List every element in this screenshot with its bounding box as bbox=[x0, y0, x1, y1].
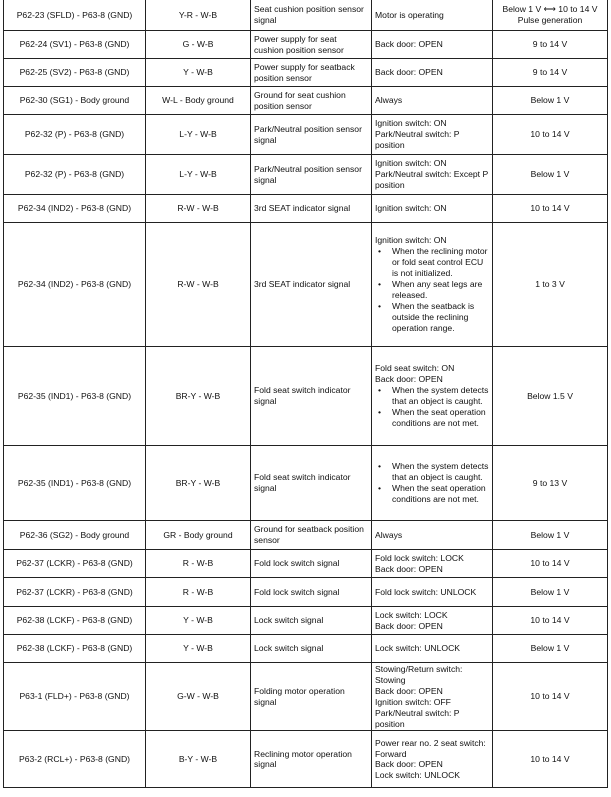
terminal-no-cell: P63-2 (RCL+) - P63-8 (GND) bbox=[4, 731, 146, 788]
condition-cell bbox=[372, 731, 493, 788]
wire-color-cell: R-W - W-B bbox=[146, 223, 251, 347]
condition-bullet-item: • When the seat operation conditions are not met. bbox=[392, 483, 489, 505]
terminal-no-cell: P62-30 (SG1) - Body ground bbox=[4, 87, 146, 115]
terminal-no-cell: P62-32 (P) - P63-8 (GND) bbox=[4, 115, 146, 155]
table-row bbox=[4, 446, 608, 521]
terminal-no-cell: P62-32 (P) - P63-8 (GND) bbox=[4, 155, 146, 195]
terminal-description-cell: Power supply for seatback position sensor bbox=[251, 59, 372, 87]
terminal-no-cell: P62-36 (SG2) - Body ground bbox=[4, 521, 146, 550]
specified-condition-cell: Below 1 V bbox=[493, 87, 608, 115]
specified-condition-cell: 10 to 14 V bbox=[493, 195, 608, 223]
condition-bullet-item: • When the system detects that an object is caught. bbox=[392, 461, 489, 483]
terminal-description-cell: Lock switch signal bbox=[251, 607, 372, 635]
condition-line: Ignition switch: ON bbox=[375, 235, 447, 246]
table-row bbox=[4, 0, 608, 31]
specified-condition-cell: Below 1.5 V bbox=[493, 347, 608, 446]
table-row bbox=[4, 31, 608, 59]
terminal-no-cell: P63-1 (FLD+) - P63-8 (GND) bbox=[4, 663, 146, 731]
table-row bbox=[4, 87, 608, 115]
condition-line: Always bbox=[375, 95, 403, 106]
terminal-description-cell: Ground for seatback position sensor bbox=[251, 521, 372, 550]
table-row bbox=[4, 115, 608, 155]
table-row bbox=[4, 347, 608, 446]
terminal-description-cell: Park/Neutral position sensor signal bbox=[251, 115, 372, 155]
condition-line: Park/Neutral switch: P position bbox=[375, 707, 460, 729]
terminal-description-cell: Fold lock switch signal bbox=[251, 578, 372, 607]
terminal-description-cell: Folding motor operation signal bbox=[251, 663, 372, 731]
table-row bbox=[4, 663, 608, 731]
condition-bullet-item: • When the system detects that an object is caught. bbox=[392, 385, 489, 407]
specified-condition-cell: 10 to 14 V bbox=[493, 607, 608, 635]
condition-line: Park/Neutral switch: Except P position bbox=[375, 169, 489, 190]
condition-cell bbox=[372, 635, 493, 663]
specified-condition-cell: 9 to 14 V bbox=[493, 31, 608, 59]
condition-bullet-item: • When the seat operation conditions are not met. bbox=[392, 407, 489, 429]
condition-line: Fold seat switch: ON bbox=[375, 363, 455, 374]
condition-line: Back door: OPEN bbox=[375, 374, 443, 385]
condition-bullet-list bbox=[375, 461, 489, 505]
terminal-description-cell: Park/Neutral position sensor signal bbox=[251, 155, 372, 195]
wire-color-cell: GR - Body ground bbox=[146, 521, 251, 550]
table-row bbox=[4, 607, 608, 635]
wire-color-cell: R - W-B bbox=[146, 578, 251, 607]
terminal-description-cell: Lock switch signal bbox=[251, 635, 372, 663]
table-row bbox=[4, 195, 608, 223]
wire-color-cell: Y - W-B bbox=[146, 607, 251, 635]
wire-color-cell: B-Y - W-B bbox=[146, 731, 251, 788]
condition-line: Fold lock switch: UNLOCK bbox=[375, 586, 477, 597]
terminal-description-cell: Fold seat switch indicator signal bbox=[251, 446, 372, 521]
condition-line: Park/Neutral switch: P position bbox=[375, 129, 460, 150]
terminal-description-cell: Ground for seat cushion position sensor bbox=[251, 87, 372, 115]
condition-cell bbox=[372, 31, 493, 59]
terminal-no-cell: P62-38 (LCKF) - P63-8 (GND) bbox=[4, 607, 146, 635]
condition-cell bbox=[372, 550, 493, 578]
condition-bullet-item: • When any seat legs are released. bbox=[392, 279, 489, 301]
condition-line: Back door: OPEN bbox=[375, 563, 443, 574]
condition-cell bbox=[372, 578, 493, 607]
terminal-no-cell: P62-38 (LCKF) - P63-8 (GND) bbox=[4, 635, 146, 663]
table-body bbox=[4, 0, 608, 788]
table-row bbox=[4, 578, 608, 607]
condition-line: Always bbox=[375, 529, 403, 540]
wire-color-cell: BR-Y - W-B bbox=[146, 347, 251, 446]
terminal-no-cell: P62-35 (IND1) - P63-8 (GND) bbox=[4, 347, 146, 446]
terminal-description-cell: Seat cushion position sensor signal bbox=[251, 0, 372, 31]
wire-color-cell: R - W-B bbox=[146, 550, 251, 578]
terminal-description-cell: 3rd SEAT indicator signal bbox=[251, 195, 372, 223]
wire-color-cell: W-L - Body ground bbox=[146, 87, 251, 115]
table-row bbox=[4, 155, 608, 195]
condition-line: Stowing/Return switch: Stowing bbox=[375, 664, 463, 685]
terminal-description-cell: Reclining motor operation signal bbox=[251, 731, 372, 788]
terminal-description-cell: 3rd SEAT indicator signal bbox=[251, 223, 372, 347]
specified-condition-cell: 10 to 14 V bbox=[493, 115, 608, 155]
condition-cell bbox=[372, 87, 493, 115]
specified-condition-cell: 10 to 14 V bbox=[493, 550, 608, 578]
table-row bbox=[4, 59, 608, 87]
condition-cell bbox=[372, 607, 493, 635]
condition-line: Power rear no. 2 seat switch: Forward bbox=[375, 737, 486, 759]
terminal-no-cell: P62-23 (SFLD) - P63-8 (GND) bbox=[4, 0, 146, 31]
terminal-description-cell: Power supply for seat cushion position sensor bbox=[251, 31, 372, 59]
specified-condition-cell: Below 1 V bbox=[493, 635, 608, 663]
terminal-spec-table bbox=[3, 0, 608, 788]
specified-condition-cell: 9 to 14 V bbox=[493, 59, 608, 87]
condition-cell bbox=[372, 0, 493, 31]
condition-cell bbox=[372, 223, 493, 347]
condition-line: Lock switch: LOCK bbox=[375, 609, 448, 620]
specified-condition-cell: 9 to 13 V bbox=[493, 446, 608, 521]
wire-color-cell: L-Y - W-B bbox=[146, 115, 251, 155]
specified-condition-cell: Below 1 V bbox=[493, 155, 608, 195]
terminal-no-cell: P62-34 (IND2) - P63-8 (GND) bbox=[4, 195, 146, 223]
specified-condition-cell: Below 1 V ⟷ 10 to 14 V Pulse generation bbox=[493, 0, 608, 31]
table-row bbox=[4, 550, 608, 578]
wire-color-cell: Y-R - W-B bbox=[146, 0, 251, 31]
table-row bbox=[4, 731, 608, 788]
wire-color-cell: G - W-B bbox=[146, 31, 251, 59]
specified-condition-cell: 1 to 3 V bbox=[493, 223, 608, 347]
condition-cell bbox=[372, 155, 493, 195]
condition-cell bbox=[372, 521, 493, 550]
specified-condition-cell: 10 to 14 V bbox=[493, 731, 608, 788]
specified-condition-cell: Below 1 V bbox=[493, 521, 608, 550]
condition-line: Motor is operating bbox=[375, 9, 444, 20]
condition-line: Ignition switch: OFF bbox=[375, 696, 451, 707]
terminal-no-cell: P62-25 (SV2) - P63-8 (GND) bbox=[4, 59, 146, 87]
terminal-no-cell: P62-34 (IND2) - P63-8 (GND) bbox=[4, 223, 146, 347]
condition-cell bbox=[372, 446, 493, 521]
terminal-no-cell: P62-37 (LCKR) - P63-8 (GND) bbox=[4, 550, 146, 578]
table-row bbox=[4, 223, 608, 347]
specified-condition-cell: Below 1 V bbox=[493, 578, 608, 607]
table-row bbox=[4, 635, 608, 663]
condition-cell bbox=[372, 347, 493, 446]
terminal-no-cell: P62-37 (LCKR) - P63-8 (GND) bbox=[4, 578, 146, 607]
condition-cell bbox=[372, 195, 493, 223]
condition-line: Ignition switch: ON bbox=[375, 203, 447, 214]
condition-line: Back door: OPEN bbox=[375, 620, 443, 631]
condition-bullet-item: • When the reclining motor or fold seat control ECU is not initialized. bbox=[392, 246, 489, 279]
condition-line: Ignition switch: ON bbox=[375, 158, 447, 169]
condition-cell bbox=[372, 59, 493, 87]
specified-condition-cell: 10 to 14 V bbox=[493, 663, 608, 731]
terminal-description-cell: Fold lock switch signal bbox=[251, 550, 372, 578]
wire-color-cell: BR-Y - W-B bbox=[146, 446, 251, 521]
condition-line: Fold lock switch: LOCK bbox=[375, 552, 464, 563]
wire-color-cell: G-W - W-B bbox=[146, 663, 251, 731]
condition-line: Lock switch: UNLOCK bbox=[375, 643, 461, 654]
terminal-description-cell: Fold seat switch indicator signal bbox=[251, 347, 372, 446]
wire-color-cell: L-Y - W-B bbox=[146, 155, 251, 195]
condition-line: Back door: OPEN bbox=[375, 39, 443, 50]
table-row bbox=[4, 521, 608, 550]
condition-bullet-item: • When the seatback is outside the reclining operation range. bbox=[392, 301, 489, 334]
condition-line: Back door: OPEN bbox=[375, 759, 443, 770]
wire-color-cell: Y - W-B bbox=[146, 59, 251, 87]
condition-cell bbox=[372, 115, 493, 155]
condition-cell bbox=[372, 663, 493, 731]
wire-color-cell: R-W - W-B bbox=[146, 195, 251, 223]
condition-bullet-list bbox=[375, 246, 489, 333]
condition-line: Lock switch: UNLOCK bbox=[375, 770, 461, 781]
condition-line: Back door: OPEN bbox=[375, 685, 443, 696]
wire-color-cell: Y - W-B bbox=[146, 635, 251, 663]
terminal-no-cell: P62-24 (SV1) - P63-8 (GND) bbox=[4, 31, 146, 59]
condition-line: Ignition switch: ON bbox=[375, 118, 447, 129]
terminal-no-cell: P62-35 (IND1) - P63-8 (GND) bbox=[4, 446, 146, 521]
condition-bullet-list bbox=[375, 385, 489, 429]
condition-line: Back door: OPEN bbox=[375, 67, 443, 78]
